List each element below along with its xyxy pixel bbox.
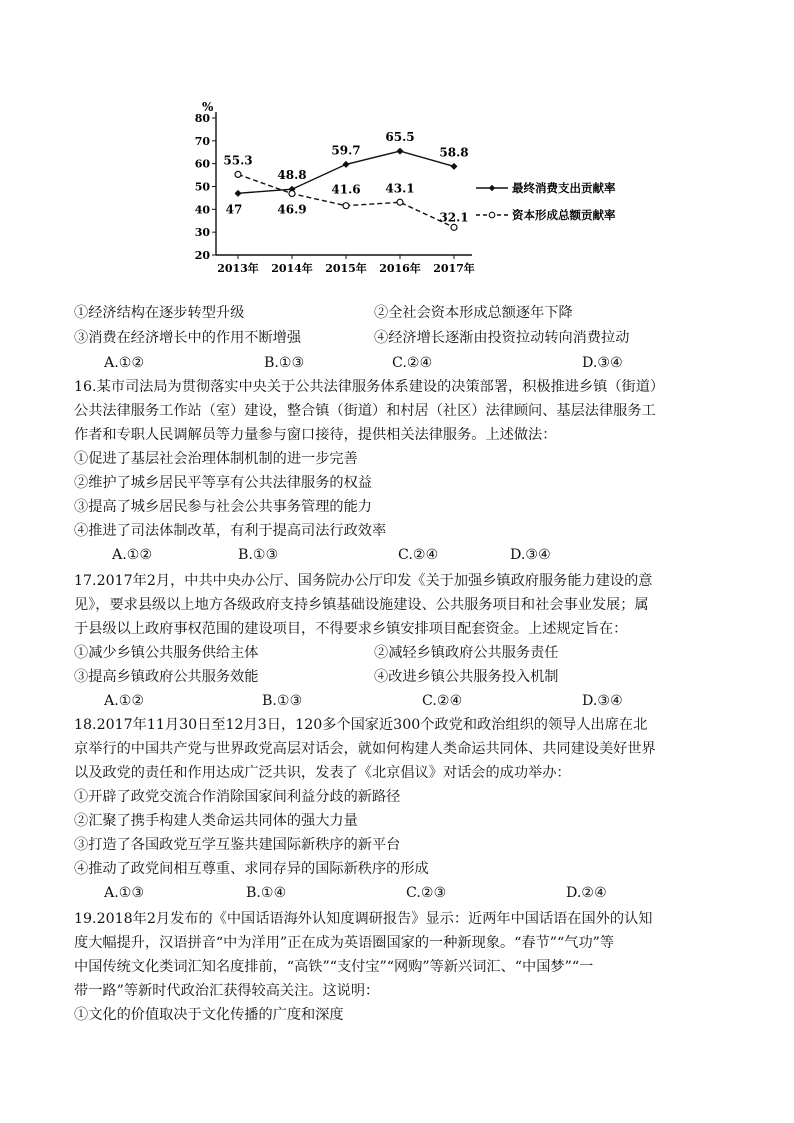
y-tick-label: 20 bbox=[194, 249, 210, 262]
x-tick-label: 2013年 bbox=[217, 262, 259, 275]
q18-item-3: ③打造了各国政党互学互鉴共建国际新秩序的新平台 bbox=[74, 837, 401, 853]
legend-marker-1 bbox=[489, 185, 495, 191]
q19-stem-line-2: 度大幅提升，汉语拼音“中为洋用”正在成为英语圈国家的一种新现象。“春节”“气功”等 bbox=[74, 935, 615, 951]
q18-option-c: C.②③ bbox=[406, 885, 447, 901]
q16-stem-line-3: 作者和专职人民调解员等力量参与窗口接待，提供相关法律服务。上述做法： bbox=[74, 427, 557, 443]
q18-stem-line-1: 18.2017年11月30日至12月3日，120多个国家近300个政党和政治组织的领导人出席在北 bbox=[74, 717, 648, 733]
series-1-point bbox=[343, 161, 350, 168]
q19-stem-line-1: 19.2018年2月发布的《中国话语海外认知度调研报告》显示：近两年中国话语在国外的认知 bbox=[74, 911, 653, 927]
q15-option-b: B.①③ bbox=[264, 355, 305, 371]
series-1-point bbox=[235, 190, 242, 197]
x-tick-label: 2017年 bbox=[433, 262, 475, 275]
series-2-point bbox=[451, 224, 457, 230]
data-label: 46.9 bbox=[277, 202, 307, 217]
q19-item-1: ①文化的价值取决于文化传播的广度和深度 bbox=[74, 1007, 344, 1023]
q15-option-d: D.③④ bbox=[582, 355, 623, 371]
chart-legend bbox=[476, 181, 616, 222]
series-2-point bbox=[289, 191, 295, 197]
q17-item-3: ③提高乡镇政府公共服务效能 bbox=[74, 669, 259, 685]
q17-option-c: C.②④ bbox=[422, 693, 463, 709]
q17-stem-line-1: 17.2017年2月，中共中央办公厅、国务院办公厅印发《关于加强乡镇政府服务能力建设的意 bbox=[74, 573, 653, 589]
x-tick-label: 2016年 bbox=[379, 262, 421, 275]
y-tick-label: 40 bbox=[194, 203, 210, 217]
q15-item-2: ②全社会资本形成总额逐年下降 bbox=[374, 305, 573, 321]
data-label: 43.1 bbox=[385, 181, 415, 196]
q16-item-4: ④推进了司法体制改革，有利于提高司法行政效率 bbox=[74, 523, 387, 539]
q18-option-b: B.①④ bbox=[246, 885, 287, 901]
q18-item-2: ②汇聚了携手构建人类命运共同体的强大力量 bbox=[74, 813, 358, 829]
q17-option-b: B.①③ bbox=[262, 693, 303, 709]
q18-option-d: D.②④ bbox=[566, 885, 607, 901]
q17-item-4: ④改进乡镇公共服务投入机制 bbox=[374, 669, 559, 685]
data-label: 47 bbox=[225, 202, 243, 217]
series-1-point bbox=[451, 163, 458, 170]
data-label: 41.6 bbox=[331, 182, 361, 197]
chart-series bbox=[223, 130, 468, 230]
contribution-rate-chart bbox=[180, 100, 630, 285]
data-label: 65.5 bbox=[385, 130, 415, 145]
q18-item-4: ④推动了政党间相互尊重、求同存异的国际新秩序的形成 bbox=[74, 861, 429, 877]
q17-option-a: A.①② bbox=[104, 693, 145, 709]
y-tick-label: 50 bbox=[194, 180, 210, 194]
data-label: 59.7 bbox=[331, 143, 361, 158]
q16-item-2: ②维护了城乡居民平等享有公共法律服务的权益 bbox=[74, 475, 372, 491]
q15-option-a: A.①② bbox=[104, 355, 145, 371]
q17-item-1: ①减少乡镇公共服务供给主体 bbox=[74, 645, 259, 661]
series-2-point bbox=[343, 203, 349, 209]
q16-item-3: ③提高了城乡居民参与社会公共事务管理的能力 bbox=[74, 499, 372, 515]
q17-item-2: ②减轻乡镇政府公共服务责任 bbox=[374, 645, 559, 661]
q16-option-d: D.③④ bbox=[510, 547, 551, 563]
legend-label-1: 最终消费支出贡献率 bbox=[512, 181, 616, 195]
q15-item-4: ④经济增长逐渐由投资拉动转向消费拉动 bbox=[374, 330, 630, 346]
q15-item-1: ①经济结构在逐步转型升级 bbox=[74, 305, 245, 321]
legend-label-2: 资本形成总额贡献率 bbox=[512, 208, 616, 222]
y-tick-label: 60 bbox=[194, 157, 210, 171]
data-label: 55.3 bbox=[223, 153, 253, 168]
legend-marker-2 bbox=[489, 212, 495, 218]
series-2-point bbox=[235, 171, 241, 177]
x-tick-label: 2015年 bbox=[325, 262, 367, 275]
q18-option-a: A.①③ bbox=[104, 885, 145, 901]
q17-stem-line-3: 于县级以上政府事权范围的建设项目，不得要求乡镇安排项目配套资金。上述规定旨在： bbox=[74, 621, 628, 637]
y-tick-label: 70 bbox=[194, 134, 210, 148]
q16-stem-line-2: 公共法律服务工作站（室）建设，整合镇（街道）和村居（社区）法律顾问、基层法律服务工 bbox=[74, 403, 656, 419]
q15-option-c: C.②④ bbox=[392, 355, 433, 371]
series-2-point bbox=[397, 199, 403, 205]
y-tick-label: 80 bbox=[194, 112, 210, 125]
q16-option-a: A.①② bbox=[112, 547, 153, 563]
q19-stem-line-4: 带一路”等新时代政治汇获得较高关注。这说明： bbox=[74, 983, 380, 999]
x-tick-label: 2014年 bbox=[271, 262, 313, 275]
q18-stem-line-3: 以及政党的责任和作用达成广泛共识，发表了《北京倡议》对话会的成功举办： bbox=[74, 765, 571, 781]
y-tick-label: 30 bbox=[194, 226, 210, 240]
data-label: 48.8 bbox=[277, 168, 307, 183]
q17-stem-line-2: 见》，要求县级以上地方各级政府支持乡镇基础设施建设、公共服务项目和社会事业发展；属 bbox=[74, 597, 649, 613]
q16-option-b: B.①③ bbox=[238, 547, 279, 563]
y-axis-unit-label: % bbox=[202, 100, 214, 114]
q15-item-3: ③消费在经济增长中的作用不断增强 bbox=[74, 330, 302, 346]
q19-stem-line-3: 中国传统文化类词汇知名度排前，“高铁”“支付宝”“网购”等新兴词汇、“中国梦”“一 bbox=[74, 959, 594, 975]
q18-stem-line-2: 京举行的中国共产党与世界政党高层对话会，就如何构建人类命运共同体、共同建设美好世界 bbox=[74, 741, 656, 757]
data-label: 32.1 bbox=[439, 210, 469, 225]
q18-item-1: ①开辟了政党交流合作消除国家间利益分歧的新路径 bbox=[74, 789, 401, 805]
q17-option-d: D.③④ bbox=[582, 693, 623, 709]
q16-option-c: C.②④ bbox=[398, 547, 439, 563]
q16-item-1: ①促进了基层社会治理体制机制的进一步完善 bbox=[74, 451, 358, 467]
data-label: 58.8 bbox=[439, 145, 469, 160]
q16-stem-line-1: 16.某市司法局为贯彻落实中央关于公共法律服务体系建设的决策部署，积极推进乡镇（街道） bbox=[74, 379, 665, 395]
series-1-point bbox=[397, 148, 404, 155]
